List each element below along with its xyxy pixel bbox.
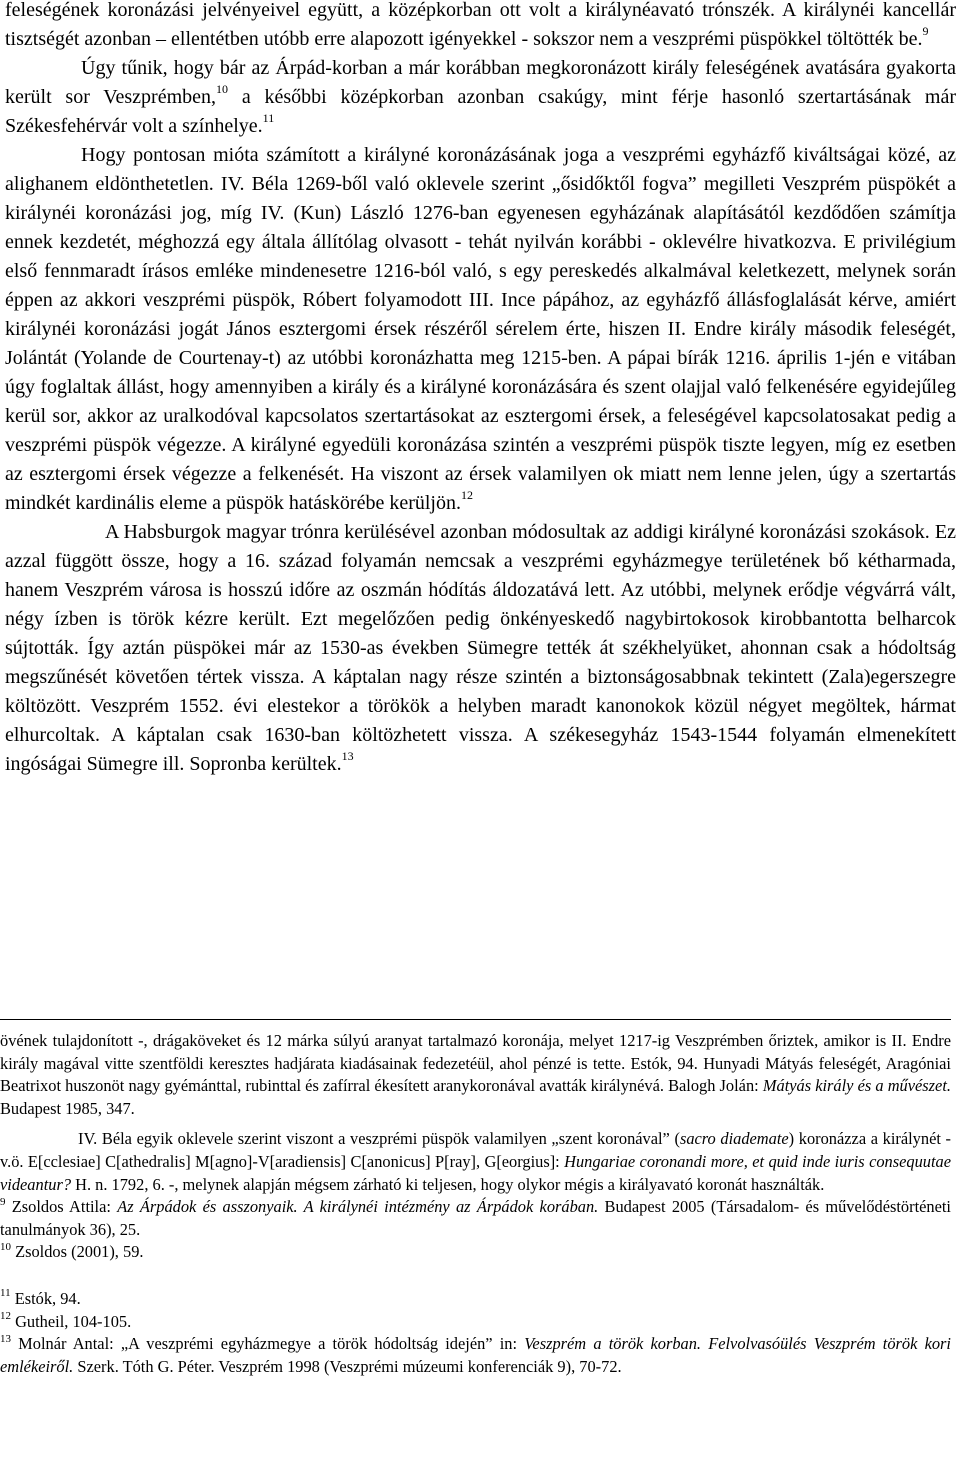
footnote-10: $^{10}$ Zsoldos (2001), 59. xyxy=(0,1240,144,1262)
footnote-12: $^{12}$ Gutheil, 104-105. xyxy=(0,1310,132,1331)
footnote-continuation: övének tulajdonított -, drágaköveket és 12 márka súlyú aranyat tartalmazó koronája, melyet 1217-ig Veszprémben őriztek, amikor is II. Endre király magával vitte szentföldi keresztes hadjárata kiadásainak fedezetéül, ahol pénzé is tette. Estók, 94. Hunyadi Mátyás feleségét, Aragóniai Beatrixot huszonöt nagy gyémánttal, rubinttal és zafírral ékesített aranykoronával avatták királynévá. Balogh Jolán: Mátyás király és a művészet. Budapest 1985, 347. xyxy=(0,1031,951,1118)
paragraph: A Habsburgok magyar trónra kerülésével azonban módosultak az addigi királyné koronázási szokások. Ez azzal függött össze, hogy a 16. század folyamán nemcsak a veszprémi egyházmegye területének bő kétharmada, hanem Veszprém városa is hosszú időre az oszmán hódítás áldozatává lett. Az utóbbi, melynek erődje végvárrá vált, négy ízben is török kézre került. Ezt megelőzően pedig önkényeskedő nagybirtokosok kirobbantotta belharcok sújtották. Így aztán püspökei már az 1530-as években Sümegre tették át székhelyüket, ahonnan csak a hódoltság megszűnését követően tértek vissza. A káptalan nagy része szintén a biztonságosabbnak tekintett (Zala)egerszegre költözött. Veszprém 1552. évi elestekor a törökök a helyben maradt kanonokok közül négyet megöltek, hármat elhurcoltak. A káptalan csak 1630-ban költözhetett vissza. A székesegyház 1543-1544 folyamán elmenekített ingóságai Sümegre ill. Sopronba kerültek.$^{13}$ xyxy=(5,521,956,775)
paragraph: Úgy tűnik, hogy bár az Árpád-korban a már korábban megkoronázott király feleségének avatására gyakorta került sor Veszprémben,$^{10}$ a későbbi középkorban azonban csakúgy, mint férje hasonló szertartásának már Székesfehérvár volt a színhelye.$^{11}$ xyxy=(5,57,956,137)
footnote-9: $^9$ Zsoldos Attila: Az Árpádok és asszonyaik. A királynéi intézmény az Árpádok korában. Budapest 2005 (Társadalom- és művelődéstörténeti tanulmányok 36), 25. xyxy=(0,1195,951,1239)
footnote-separator xyxy=(0,1019,951,1020)
main-text xyxy=(5,0,956,779)
footnote-ref[interactable]: 13 xyxy=(341,749,354,764)
footnotes xyxy=(0,1030,951,1378)
paragraph: feleségének koronázási jelvényeivel együtt, a középkorban ott volt a királynéavató trónszék. A királynéi kancellár tisztségét azonban – ellentétben utóbb erre alapozott igényekkel - sokszor nem a veszprémi püspökkel töltötték be.$^9$ xyxy=(5,0,956,50)
paragraph: Hogy pontosan mióta számított a királyné koronázásának joga a veszprémi egyházfő kiváltságai közé, az alighanem eldönthetetlen. IV. Béla 1269-ből való oklevele szerint „ősidőktől fogva” megilleti Veszprém püspökét a királynéi koronázási jog, míg IV. (Kun) László 1276-ban egyenesen egyházának alapításától kezdődően számítja ennek kezdetét, méghozzá egy általa állítólag olvasott - tehát nyilván korábbi - oklevélre hivatkozva. E privilégium első fennmaradt írásos emléke mindenesetre 1216-ból való, s egy pereskedés alkalmával keletkezett, melynek során éppen az akkori veszprémi püspök, Róbert folyamodott III. Ince pápához, az egyházfő állásfoglalását kérve, amiért királynéi koronázási jogát János esztergomi érsek részéről sérelem érte, hiszen II. Endre király második feleségét, Jolántát (Yolande de Courtenay-t) az utóbbi koronázhatta meg 1215-ben. A pápai bírák 1216. április 1-jén e vitában úgy foglaltak állást, hogy amennyiben a király és a királyné koronázására és szent olajjal való felkenésére egyidejűleg kerül sor, akkor az uralkodóval kapcsolatos szertartásokat az esztergomi érsek, a feleségével kapcsolatosakat pedig a veszprémi püspök végezze. A királyné egyedüli koronázása szintén a veszprémi püspök tiszte legyen, míg ez esetben az esztergomi érsek végezze a felkenését. Ha viszont az érsek valamilyen ok miatt nem lenne jelen, úgy a szertartás mindkét kardinális eleme a püspök hatáskörébe kerüljön.$^{12}$ xyxy=(5,144,956,514)
footnote-11: $^{11}$ Estók, 94. xyxy=(0,1287,81,1308)
footnote-13: $^{13}$ Molnár Antal: „A veszprémi egyházmegye a török hódoltság idején” in: Veszprém a török korban. Felvolvasóülés Veszprém török kori emlékeiről. Szerk. Tóth G. Péter. Veszprém 1998 (Veszprémi múzeumi konferenciák 9), 70-72. xyxy=(0,1332,951,1376)
footnote-ref[interactable]: 9 xyxy=(922,24,929,39)
document-page xyxy=(5,0,956,779)
footnote-ref[interactable]: 12 xyxy=(460,488,473,503)
footnote-ref[interactable]: 11 xyxy=(262,111,275,126)
footnote-ref[interactable]: 10 xyxy=(216,82,229,97)
footnote-continuation: IV. Béla egyik oklevele szerint viszont a veszprémi püspök valamilyen „szent koronával” (sacro diademate) koronázza a királynét - v.ö. E[cclesiae] C[athedralis] M[agno]-V[aradiensis] C[anonicus] P[ray], G[eorgius]: Hungariae coronandi more, et quid inde iuris consequutae videantur? H. n. 1792, 6. -, melynek alapján mégsem zárható ki teljesen, hogy olykor mégis a királyavató koronát használták. xyxy=(0,1129,952,1194)
